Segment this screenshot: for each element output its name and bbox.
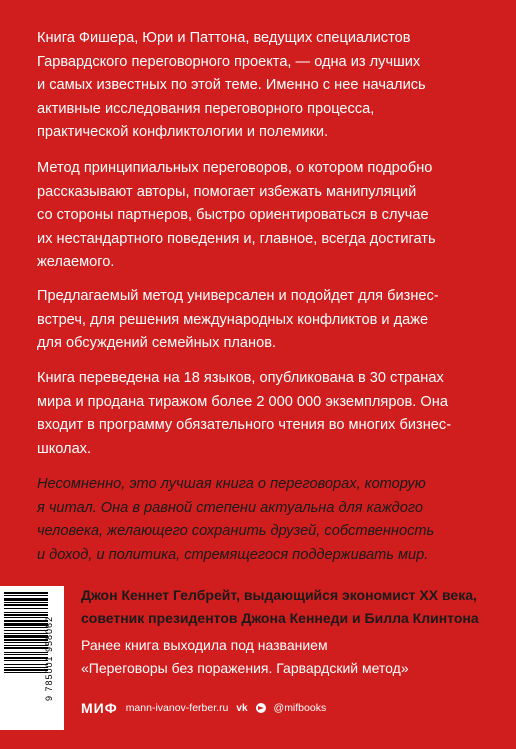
publisher-website[interactable]: mann-ivanov-ferber.ru	[125, 702, 229, 714]
attribution-line: Джон Кеннет Гелбрейт, выдающийся экономист XX века,	[81, 587, 477, 603]
previous-title-note	[81, 634, 481, 680]
quote	[37, 473, 457, 567]
barcode-bars	[4, 592, 48, 724]
text-line: практической конфликтологии и полемики.	[37, 124, 329, 140]
text-line: рассказывают авторы, помогает избежать манипуляций	[37, 183, 417, 200]
text-line: и самых известных по этой теме. Именно с нее начались	[37, 77, 426, 93]
text-line: Предлагаемый метод универсален и подойдет для бизнес-	[37, 288, 439, 304]
publisher-logo: МИФ	[81, 700, 118, 716]
paragraph-universal	[37, 285, 457, 356]
quote-attribution	[81, 584, 481, 630]
text-line: встреч, для решения международных конфликтов и даже	[37, 311, 429, 328]
paragraph-method	[37, 157, 457, 275]
quote-line: и доход, и политика, стремящегося поддерживать мир.	[37, 546, 429, 563]
quote-line: Несомненно, это лучшая книга о переговорах, которую	[37, 476, 426, 492]
vk-icon[interactable]: vk	[236, 702, 248, 714]
social-handle[interactable]: @mifbooks	[273, 702, 327, 714]
text-line: входит в программу обязательного чтения во многих бизнес-	[37, 417, 452, 433]
text-line: школах.	[37, 440, 92, 457]
text-line: для обсуждений семейных планов.	[37, 335, 277, 351]
paragraph-intro	[37, 27, 457, 145]
quote-line: я читал. Она в равной степени актуальна для каждого	[37, 499, 424, 516]
text-line: мира и продана тиражом более 2 000 000 экземпляров. Она	[37, 393, 448, 410]
text-line: их нестандартного поведения и, главное, всегда достигать	[37, 230, 436, 247]
previous-title-line: «Переговоры без поражения. Гарвардский метод»	[81, 660, 409, 676]
publisher-footer	[81, 698, 326, 718]
text-line: активные исследования переговорного процесса,	[37, 100, 375, 117]
previous-title-line: Ранее книга выходила под названием	[81, 637, 328, 653]
text-line: со стороны партнеров, быстро ориентироваться в случае	[37, 207, 429, 223]
attribution-line: советник президентов Джона Кеннеди и Билла Клинтона	[81, 610, 479, 626]
text-line: Книга переведена на 18 языков, опубликована в 30 странах	[37, 370, 444, 386]
paragraph-translations	[37, 367, 457, 461]
text-line: Гарвардского переговорного проекта, — одна из лучших	[37, 53, 421, 70]
text-line: Метод принципиальных переговоров, о котором подробно	[37, 160, 433, 176]
isbn-barcode	[0, 586, 64, 730]
text-line: желаемого.	[37, 254, 115, 270]
isbn-number: 9 785001 958062	[44, 615, 54, 701]
quote-line: человека, желающего сохранить друзей, собственность	[37, 523, 435, 539]
text-line: Книга Фишера, Юри и Паттона, ведущих специалистов	[37, 30, 411, 46]
telegram-icon[interactable]	[256, 703, 266, 713]
